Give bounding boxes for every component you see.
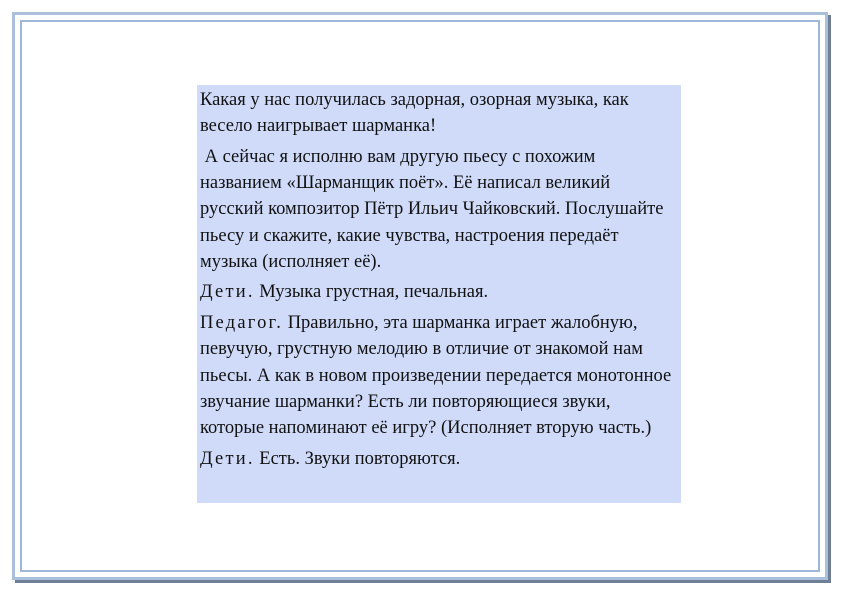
text-box	[197, 85, 681, 503]
paragraph-4	[200, 310, 677, 441]
paragraph-4-text: Правильно, эта шарманка играет жалобную, певучую, грустную мелодию в отличие от знакомой нам пьесы. А как в новом произведении передается монотонное звучание шарманки? Есть ли повторяющиеся звуки, которые напоминают её игру? (Исполняет вторую часть.)	[200, 313, 672, 438]
paragraph-3	[200, 279, 677, 305]
speaker-label: Дети.	[200, 282, 255, 303]
paragraph-5-text: Есть. Звуки повторяются.	[254, 448, 461, 469]
speaker-label: Дети.	[200, 448, 255, 469]
paragraph-1-text: Какая у нас получилась задорная, озорная музыка, как весело наигрывает шарманка!	[200, 90, 629, 137]
paragraph-1	[200, 87, 677, 139]
paragraph-2	[200, 144, 677, 275]
paragraph-2-text: А сейчас я исполню вам другую пьесу с похожим названием «Шарманщик поёт». Её написал великий русский композитор Пётр Ильич Чайковский. Послушайте пьесу и скажите, какие чувства, настроения передаёт музыка (исполняет её).	[200, 146, 669, 272]
paragraph-3-text: Музыка грустная, печальная.	[254, 282, 489, 303]
speaker-label: Педагог.	[200, 313, 284, 334]
paragraph-5	[200, 446, 677, 472]
